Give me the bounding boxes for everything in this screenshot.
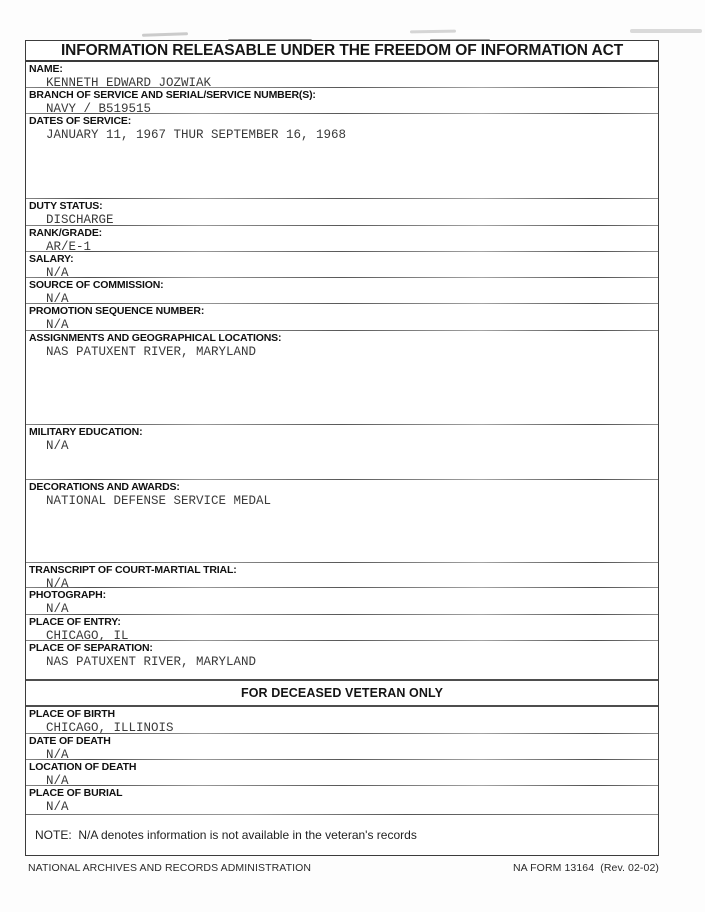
field-row-military-education: [26, 424, 658, 479]
scan-artifact: [142, 32, 188, 37]
field-row-place-of-entry: [26, 614, 658, 640]
field-row-source-of-commission: [26, 277, 658, 303]
field-label: DATES OF SERVICE:: [29, 115, 132, 127]
field-value: N/A: [46, 266, 69, 277]
field-value: N/A: [46, 318, 69, 330]
field-label: PLACE OF BIRTH: [29, 708, 115, 720]
field-value: N/A: [46, 292, 69, 303]
field-value: KENNETH EDWARD JOZWIAK: [46, 76, 212, 87]
field-row-duty-status: [26, 198, 658, 225]
field-label: DECORATIONS AND AWARDS:: [29, 481, 180, 493]
field-row-location-of-death: [26, 759, 658, 785]
field-label: RANK/GRADE:: [29, 227, 103, 239]
field-label: SOURCE OF COMMISSION:: [29, 279, 164, 291]
form-title: INFORMATION RELEASABLE UNDER THE FREEDOM OF INFORMATION ACT: [26, 41, 658, 62]
field-label: PHOTOGRAPH:: [29, 589, 106, 601]
field-row-date-of-death: [26, 733, 658, 759]
field-row-decorations-awards: [26, 479, 658, 562]
field-value: N/A: [46, 602, 69, 614]
field-label: BRANCH OF SERVICE AND SERIAL/SERVICE NUMBER(S):: [29, 89, 316, 101]
field-value: CHICAGO, ILLINOIS: [46, 721, 174, 733]
page-footer: [28, 862, 659, 874]
field-row-court-martial-transcript: [26, 562, 658, 587]
field-value: NAS PATUXENT RIVER, MARYLAND: [46, 345, 257, 359]
deceased-veteran-section-header: FOR DECEASED VETERAN ONLY: [26, 679, 658, 707]
field-value: N/A: [46, 800, 69, 814]
field-label: ASSIGNMENTS AND GEOGRAPHICAL LOCATIONS:: [29, 332, 282, 344]
field-label: DATE OF DEATH: [29, 735, 111, 747]
field-value: JANUARY 11, 1967 THUR SEPTEMBER 16, 1968: [46, 128, 347, 142]
field-row-place-of-birth: [26, 707, 658, 733]
field-label: PLACE OF BURIAL: [29, 787, 123, 799]
field-label: PLACE OF ENTRY:: [29, 616, 121, 628]
field-row-name: [26, 62, 658, 87]
field-row-assignments-locations: [26, 330, 658, 424]
field-value: NAS PATUXENT RIVER, MARYLAND: [46, 655, 257, 669]
field-value: CHICAGO, IL: [46, 629, 129, 640]
field-label: MILITARY EDUCATION:: [29, 426, 143, 438]
field-row-rank-grade: [26, 225, 658, 251]
scan-artifact: [410, 30, 456, 34]
field-value: N/A: [46, 577, 69, 587]
field-value: NAVY / B519515: [46, 102, 152, 113]
field-value: N/A: [46, 748, 69, 759]
field-value: DISCHARGE: [46, 213, 114, 225]
field-value: AR/E-1: [46, 240, 92, 251]
field-value: N/A: [46, 774, 69, 785]
field-row-branch-serial: [26, 87, 658, 113]
field-label: DUTY STATUS:: [29, 200, 103, 212]
field-row-promotion-sequence-number: [26, 303, 658, 330]
field-row-photograph: [26, 587, 658, 614]
field-label: NAME:: [29, 63, 63, 75]
footer-form-number: NA FORM 13164 (Rev. 02-02): [512, 862, 659, 874]
form-note: NOTE: N/A denotes information is not available in the veteran's records: [26, 814, 658, 855]
field-value: N/A: [46, 439, 69, 453]
field-row-salary: [26, 251, 658, 277]
field-row-dates-of-service: [26, 113, 658, 198]
field-label: PROMOTION SEQUENCE NUMBER:: [29, 305, 205, 317]
scan-artifact: [630, 29, 702, 33]
field-label: SALARY:: [29, 253, 74, 265]
foia-form: [25, 40, 659, 856]
footer-agency: NATIONAL ARCHIVES AND RECORDS ADMINISTRATION: [28, 862, 312, 874]
field-row-place-of-separation: [26, 640, 658, 679]
field-label: TRANSCRIPT OF COURT-MARTIAL TRIAL:: [29, 564, 237, 576]
field-value: NATIONAL DEFENSE SERVICE MEDAL: [46, 494, 272, 508]
field-label: PLACE OF SEPARATION:: [29, 642, 153, 654]
field-label: LOCATION OF DEATH: [29, 761, 137, 773]
field-row-place-of-burial: [26, 785, 658, 814]
